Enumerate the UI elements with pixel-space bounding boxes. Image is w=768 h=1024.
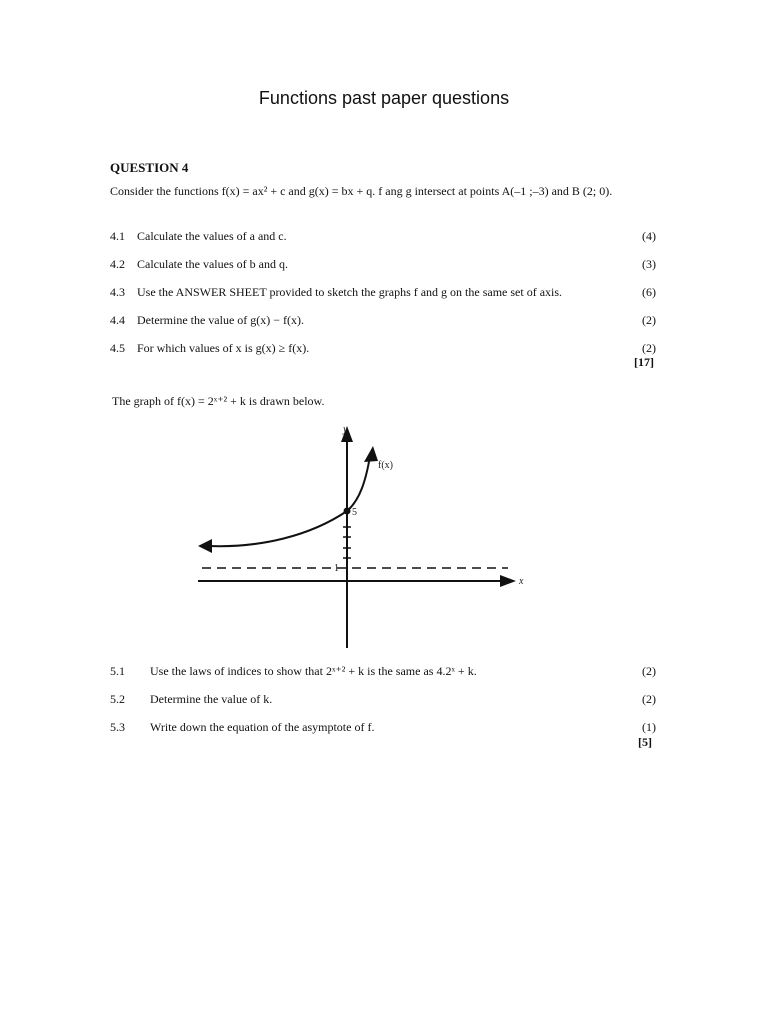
question-4-3	[110, 285, 656, 301]
x-axis-arrow	[500, 575, 516, 587]
item-marks: (2)	[642, 341, 656, 355]
y-axis-label: y	[343, 424, 348, 435]
item-marks: (4)	[642, 229, 656, 243]
item-text: Determine the value of g(x) − f(x).	[137, 313, 305, 327]
question-4-5	[110, 341, 656, 357]
question-4-intro: Consider the functions f(x) = ax² + c and g(x) = bx + q. f ang g intersect at points A(–1 ;–3) and B (2; 0).	[110, 184, 613, 198]
item-number: 4.2	[110, 257, 125, 271]
question-4-1	[110, 229, 656, 245]
function-curve	[208, 456, 370, 546]
curve-label: f(x)	[378, 460, 393, 471]
item-number: 5.2	[110, 692, 125, 706]
item-text: For which values of x is g(x) ≥ f(x).	[137, 341, 310, 355]
graph-intro: The graph of f(x) = 2ˣ⁺² + k is drawn below.	[112, 394, 325, 408]
item-text: Use the ANSWER SHEET provided to sketch the graphs f and g on the same set of axis.	[137, 285, 563, 299]
item-marks: (1)	[642, 720, 656, 734]
question-4-2	[110, 257, 656, 273]
question-5-2	[110, 692, 656, 708]
y-intercept-label: 5	[352, 507, 357, 518]
item-text: Write down the equation of the asymptote of f.	[150, 720, 375, 734]
page-title: Functions past paper questions	[258, 88, 510, 108]
item-text: Calculate the values of b and q.	[137, 257, 288, 271]
y-intercept-point	[344, 508, 351, 515]
item-marks: (3)	[642, 257, 656, 271]
question-4-heading: QUESTION 4	[110, 160, 189, 175]
x-axis-label: x	[519, 576, 524, 587]
item-marks: (2)	[642, 313, 656, 327]
item-number: 5.1	[110, 664, 125, 678]
question-4-total: [17]	[634, 355, 654, 369]
item-number: 5.3	[110, 720, 125, 734]
asymptote-label: 1	[334, 563, 339, 574]
question-5-3	[110, 720, 656, 736]
item-marks: (2)	[642, 692, 656, 706]
item-number: 4.1	[110, 229, 125, 243]
exponential-graph	[190, 418, 530, 654]
item-number: 4.5	[110, 341, 125, 355]
curve-arrow-right	[364, 446, 378, 462]
question-4-4	[110, 313, 656, 329]
item-number: 4.3	[110, 285, 125, 299]
question-5-1	[110, 664, 656, 680]
item-text: Determine the value of k.	[150, 692, 273, 706]
question-5-total: [5]	[638, 735, 652, 749]
item-text: Calculate the values of a and c.	[137, 229, 287, 243]
item-text: Use the laws of indices to show that 2ˣ⁺² + k is the same as 4.2ˣ + k.	[150, 664, 477, 678]
item-marks: (6)	[642, 285, 656, 299]
item-marks: (2)	[642, 664, 656, 678]
curve-arrow-left	[198, 539, 212, 553]
item-number: 4.4	[110, 313, 125, 327]
